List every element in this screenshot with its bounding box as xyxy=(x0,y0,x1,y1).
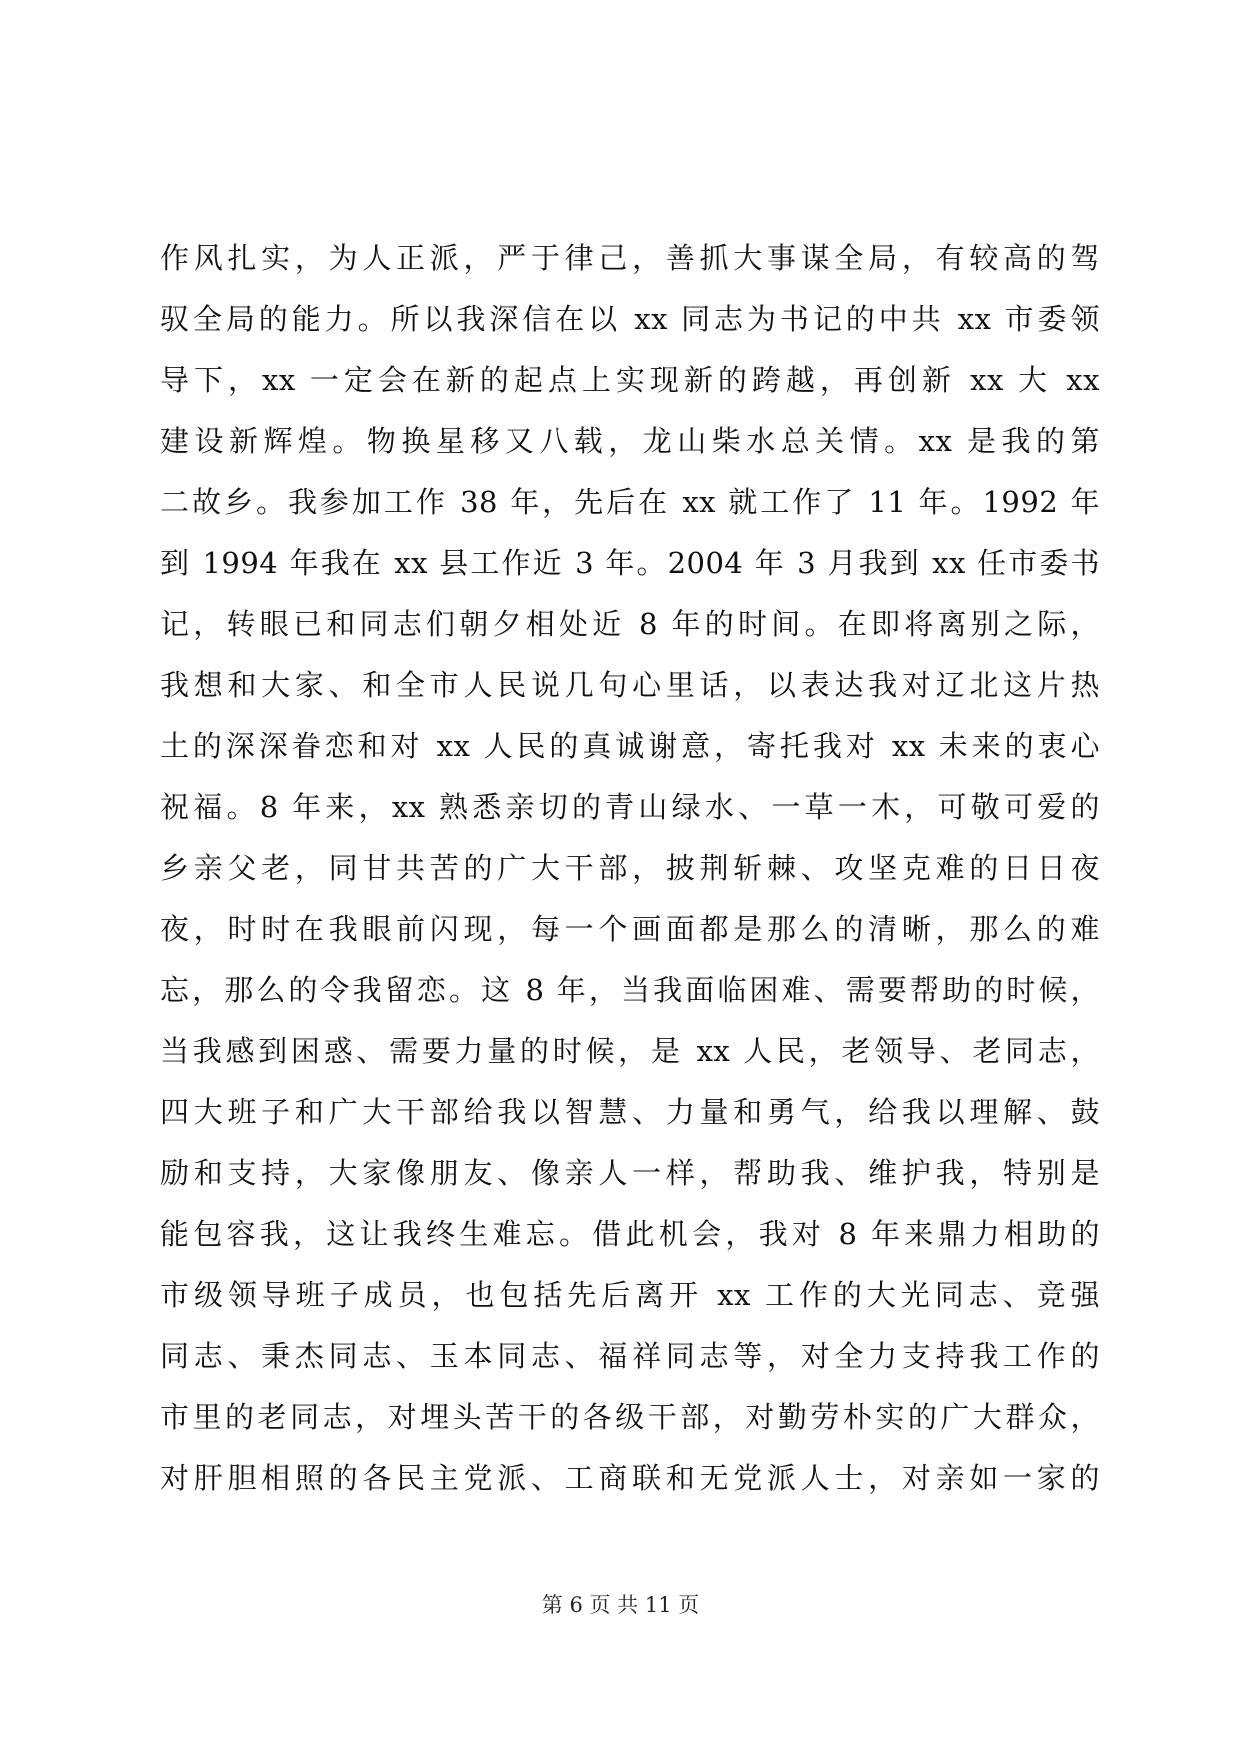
text-line: 当我感到困惑、需要力量的时候，是 xx 人民，老领导、老同志， xyxy=(160,1034,1100,1068)
text-line: 乡亲父老，同甘共苦的广大干部，披荆斩棘、攻坚克难的日日夜 xyxy=(160,851,1100,885)
text-line: 祝福。8 年来，xx 熟悉亲切的青山绿水、一草一木，可敬可爱的 xyxy=(160,790,1100,824)
text-line: 同志、秉杰同志、玉本同志、福祥同志等，对全力支持我工作的 xyxy=(160,1339,1100,1373)
text-line: 我想和大家、和全市人民说几句心里话，以表达我对辽北这片热 xyxy=(160,668,1100,702)
text-line: 导下，xx 一定会在新的起点上实现新的跨越，再创新 xx 大 xx xyxy=(160,363,1100,397)
text-line: 到 1994 年我在 xx 县工作近 3 年。2004 年 3 月我到 xx 任市委书 xyxy=(160,546,1100,580)
body-paragraph xyxy=(160,228,1100,1509)
text-line: 土的深深眷恋和对 xx 人民的真诚谢意，寄托我对 xx 未来的衷心 xyxy=(160,729,1100,763)
text-line: 对肝胆相照的各民主党派、工商联和无党派人士，对亲如一家的 xyxy=(160,1461,1100,1495)
text-line: 励和支持，大家像朋友、像亲人一样，帮助我、维护我，特别是 xyxy=(160,1156,1100,1190)
text-line: 忘，那么的令我留恋。这 8 年，当我面临困难、需要帮助的时候， xyxy=(160,973,1100,1007)
text-line: 二故乡。我参加工作 38 年，先后在 xx 就工作了 11 年。1992 年 xyxy=(160,485,1100,519)
text-line: 建设新辉煌。物换星移又八载，龙山柴水总关情。xx 是我的第 xyxy=(160,424,1100,458)
text-line: 市级领导班子成员，也包括先后离开 xx 工作的大光同志、竞强 xyxy=(160,1278,1100,1312)
text-line: 夜，时时在我眼前闪现，每一个画面都是那么的清晰，那么的难 xyxy=(160,912,1100,946)
page-number-footer: 第 6 页 共 11 页 xyxy=(541,1593,700,1617)
text-line: 记，转眼已和同志们朝夕相处近 8 年的时间。在即将离别之际， xyxy=(160,607,1100,641)
text-line: 驭全局的能力。所以我深信在以 xx 同志为书记的中共 xx 市委领 xyxy=(160,302,1100,336)
text-line: 能包容我，这让我终生难忘。借此机会，我对 8 年来鼎力相助的 xyxy=(160,1217,1100,1251)
text-line: 四大班子和广大干部给我以智慧、力量和勇气，给我以理解、鼓 xyxy=(160,1095,1100,1129)
text-line: 市里的老同志，对埋头苦干的各级干部，对勤劳朴实的广大群众， xyxy=(160,1400,1100,1434)
text-line: 作风扎实，为人正派，严于律己，善抓大事谋全局，有较高的驾 xyxy=(160,241,1100,275)
